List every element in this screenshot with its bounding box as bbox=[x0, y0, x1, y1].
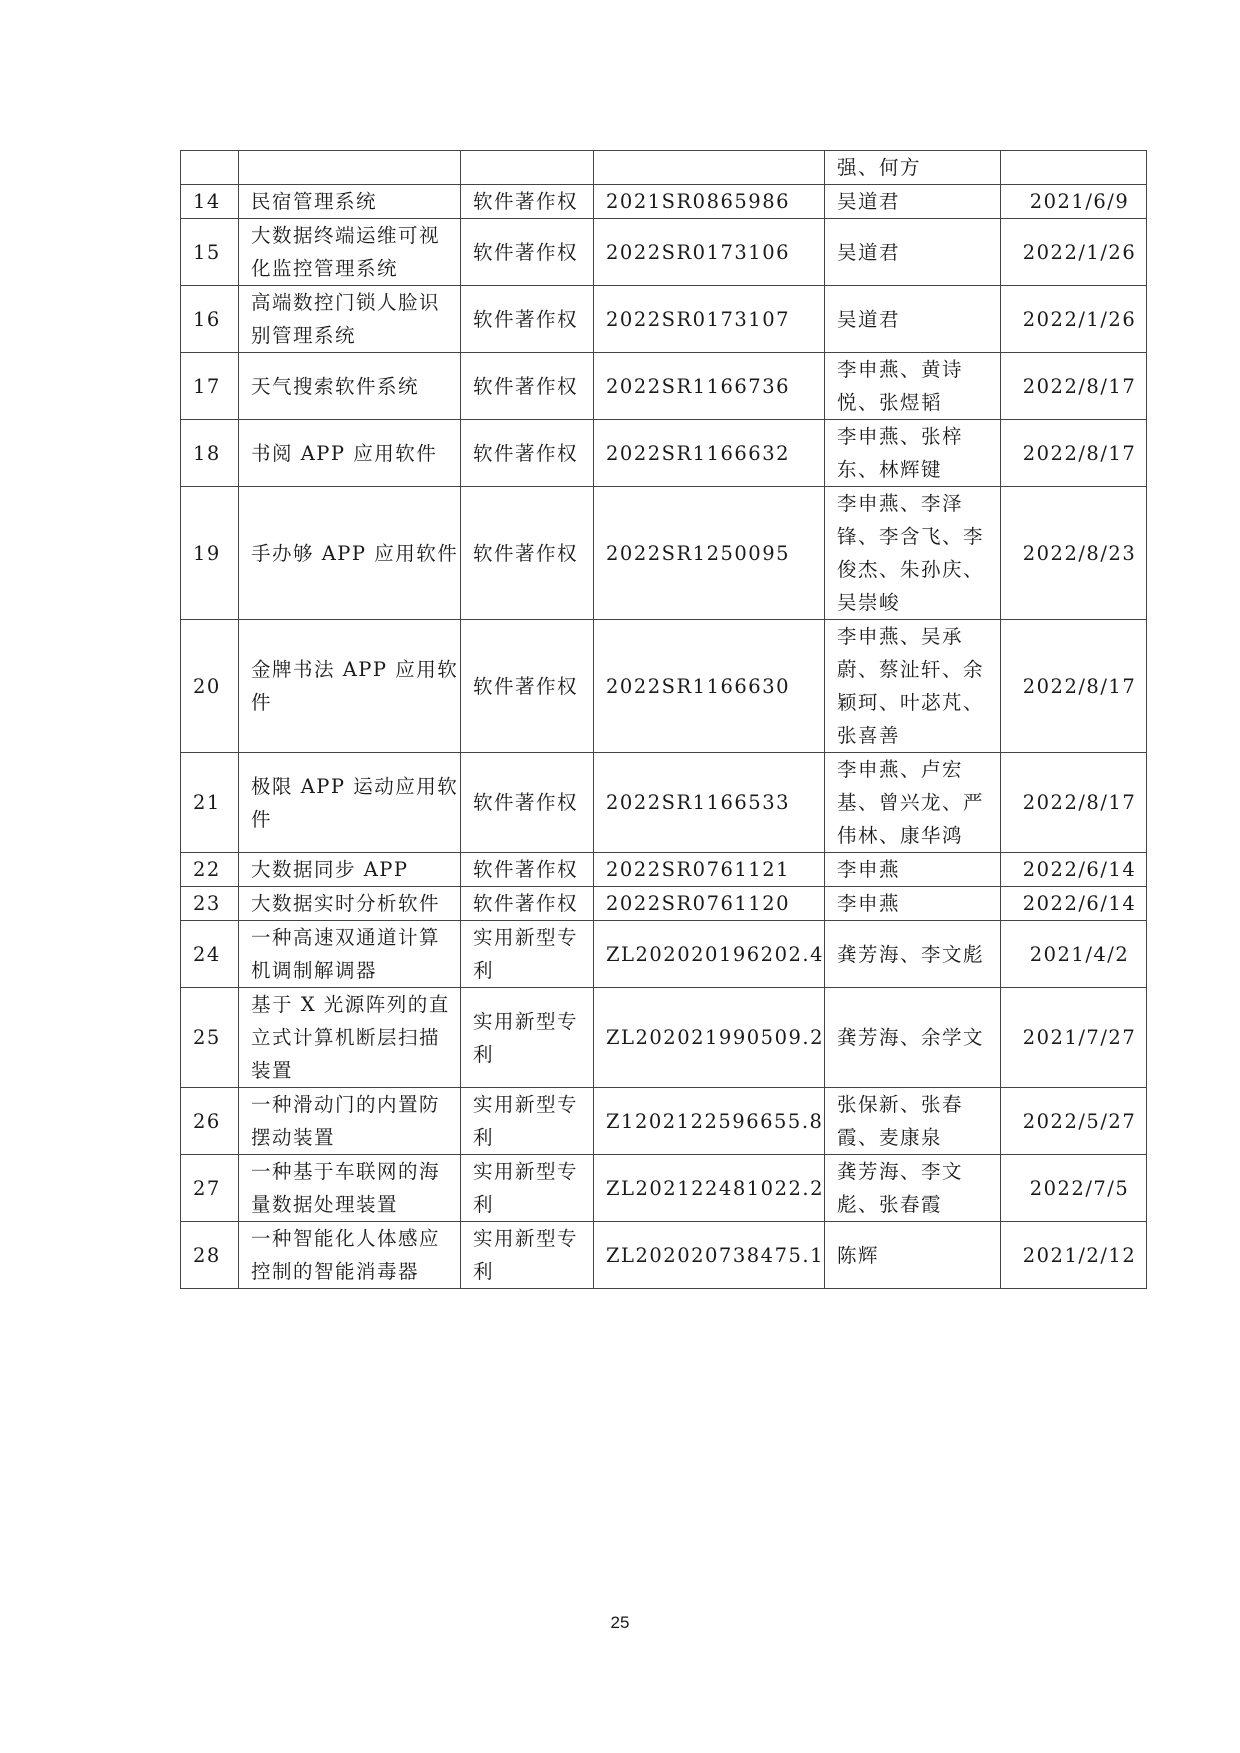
table-row bbox=[181, 286, 1147, 353]
cell-type bbox=[461, 151, 594, 185]
cell-name: 基于 X 光源阵列的直立式计算机断层扫描装置 bbox=[239, 988, 461, 1088]
table-row bbox=[181, 185, 1147, 219]
cell-type: 实用新型专利 bbox=[461, 921, 594, 988]
cell-date: 2022/8/17 bbox=[1000, 420, 1146, 487]
cell-name: 大数据同步 APP bbox=[239, 853, 461, 887]
cell-number: 19 bbox=[181, 487, 239, 620]
cell-name: 一种滑动门的内置防摆动装置 bbox=[239, 1088, 461, 1155]
cell-date: 2022/6/14 bbox=[1000, 887, 1146, 921]
cell-number: 25 bbox=[181, 988, 239, 1088]
cell-owner: 吴道君 bbox=[824, 185, 1000, 219]
cell-type: 实用新型专利 bbox=[461, 988, 594, 1088]
cell-name: 大数据终端运维可视化监控管理系统 bbox=[239, 219, 461, 286]
cell-type: 软件著作权 bbox=[461, 753, 594, 853]
cell-date bbox=[1000, 151, 1146, 185]
cell-registration-no: 2021SR0865986 bbox=[594, 185, 825, 219]
cell-date: 2021/2/12 bbox=[1000, 1222, 1146, 1289]
cell-name: 手办够 APP 应用软件 bbox=[239, 487, 461, 620]
cell-owner: 陈辉 bbox=[824, 1222, 1000, 1289]
cell-date: 2022/5/27 bbox=[1000, 1088, 1146, 1155]
cell-type: 软件著作权 bbox=[461, 353, 594, 420]
cell-date: 2022/8/17 bbox=[1000, 620, 1146, 753]
cell-registration-no: 2022SR0173107 bbox=[594, 286, 825, 353]
cell-type: 软件著作权 bbox=[461, 219, 594, 286]
cell-number: 22 bbox=[181, 853, 239, 887]
cell-date: 2022/6/14 bbox=[1000, 853, 1146, 887]
cell-number: 18 bbox=[181, 420, 239, 487]
cell-number: 20 bbox=[181, 620, 239, 753]
cell-registration-no: 2022SR0761121 bbox=[594, 853, 825, 887]
ip-table-body bbox=[181, 151, 1147, 1289]
cell-owner: 李申燕、吴承蔚、蔡沚轩、余颖珂、叶苾芃、张喜善 bbox=[824, 620, 1000, 753]
cell-owner: 李申燕、黄诗悦、张煜韬 bbox=[824, 353, 1000, 420]
cell-registration-no: ZL202122481022.2 bbox=[594, 1155, 825, 1222]
table-row bbox=[181, 353, 1147, 420]
cell-owner: 李申燕 bbox=[824, 887, 1000, 921]
cell-number: 23 bbox=[181, 887, 239, 921]
cell-registration-no: 2022SR1166736 bbox=[594, 353, 825, 420]
table-row bbox=[181, 887, 1147, 921]
cell-date: 2021/7/27 bbox=[1000, 988, 1146, 1088]
table-row bbox=[181, 921, 1147, 988]
cell-registration-no: ZL202021990509.2 bbox=[594, 988, 825, 1088]
cell-type: 软件著作权 bbox=[461, 420, 594, 487]
cell-date: 2022/8/17 bbox=[1000, 353, 1146, 420]
cell-owner: 李申燕 bbox=[824, 853, 1000, 887]
cell-name: 一种基于车联网的海量数据处理装置 bbox=[239, 1155, 461, 1222]
cell-registration-no: ZL202020196202.4 bbox=[594, 921, 825, 988]
table-row bbox=[181, 219, 1147, 286]
cell-date: 2022/8/17 bbox=[1000, 753, 1146, 853]
table-row bbox=[181, 753, 1147, 853]
cell-name bbox=[239, 151, 461, 185]
cell-number: 21 bbox=[181, 753, 239, 853]
cell-name: 极限 APP 运动应用软件 bbox=[239, 753, 461, 853]
cell-registration-no: 2022SR1166630 bbox=[594, 620, 825, 753]
cell-number: 27 bbox=[181, 1155, 239, 1222]
cell-owner: 李申燕、李泽锋、李含飞、李俊杰、朱孙庆、吴崇峻 bbox=[824, 487, 1000, 620]
cell-registration-no: 2022SR1250095 bbox=[594, 487, 825, 620]
table-row bbox=[181, 151, 1147, 185]
table-row bbox=[181, 988, 1147, 1088]
cell-type: 软件著作权 bbox=[461, 887, 594, 921]
cell-number bbox=[181, 151, 239, 185]
table-row bbox=[181, 1155, 1147, 1222]
cell-number: 26 bbox=[181, 1088, 239, 1155]
table-row bbox=[181, 1222, 1147, 1289]
cell-number: 15 bbox=[181, 219, 239, 286]
cell-type: 软件著作权 bbox=[461, 487, 594, 620]
cell-registration-no: 2022SR1166632 bbox=[594, 420, 825, 487]
cell-type: 实用新型专利 bbox=[461, 1088, 594, 1155]
cell-owner: 吴道君 bbox=[824, 286, 1000, 353]
table-row bbox=[181, 487, 1147, 620]
cell-owner: 吴道君 bbox=[824, 219, 1000, 286]
table-row bbox=[181, 853, 1147, 887]
cell-date: 2022/7/5 bbox=[1000, 1155, 1146, 1222]
cell-name: 一种智能化人体感应控制的智能消毒器 bbox=[239, 1222, 461, 1289]
cell-type: 实用新型专利 bbox=[461, 1155, 594, 1222]
ip-table bbox=[180, 150, 1147, 1289]
cell-owner: 强、何方 bbox=[824, 151, 1000, 185]
cell-type: 软件著作权 bbox=[461, 620, 594, 753]
cell-date: 2022/1/26 bbox=[1000, 286, 1146, 353]
cell-owner: 龚芳海、余学文 bbox=[824, 988, 1000, 1088]
cell-registration-no: 2022SR1166533 bbox=[594, 753, 825, 853]
cell-number: 17 bbox=[181, 353, 239, 420]
cell-owner: 李申燕、卢宏基、曾兴龙、严伟林、康华鸿 bbox=[824, 753, 1000, 853]
table-row bbox=[181, 620, 1147, 753]
cell-registration-no bbox=[594, 151, 825, 185]
cell-owner: 张保新、张春霞、麦康泉 bbox=[824, 1088, 1000, 1155]
cell-number: 28 bbox=[181, 1222, 239, 1289]
cell-date: 2021/6/9 bbox=[1000, 185, 1146, 219]
page-number: 25 bbox=[610, 1613, 630, 1632]
cell-type: 软件著作权 bbox=[461, 185, 594, 219]
cell-name: 大数据实时分析软件 bbox=[239, 887, 461, 921]
cell-number: 16 bbox=[181, 286, 239, 353]
table-row bbox=[181, 1088, 1147, 1155]
cell-registration-no: 2022SR0761120 bbox=[594, 887, 825, 921]
cell-number: 14 bbox=[181, 185, 239, 219]
cell-registration-no: Z1202122596655.8 bbox=[594, 1088, 825, 1155]
cell-name: 金牌书法 APP 应用软件 bbox=[239, 620, 461, 753]
cell-name: 书阅 APP 应用软件 bbox=[239, 420, 461, 487]
cell-type: 软件著作权 bbox=[461, 853, 594, 887]
cell-owner: 李申燕、张梓东、林辉键 bbox=[824, 420, 1000, 487]
cell-name: 高端数控门锁人脸识别管理系统 bbox=[239, 286, 461, 353]
cell-name: 一种高速双通道计算机调制解调器 bbox=[239, 921, 461, 988]
cell-owner: 龚芳海、李文彪、张春霞 bbox=[824, 1155, 1000, 1222]
cell-registration-no: ZL202020738475.1 bbox=[594, 1222, 825, 1289]
cell-type: 实用新型专利 bbox=[461, 1222, 594, 1289]
cell-date: 2022/8/23 bbox=[1000, 487, 1146, 620]
cell-date: 2021/4/2 bbox=[1000, 921, 1146, 988]
table-row bbox=[181, 420, 1147, 487]
cell-registration-no: 2022SR0173106 bbox=[594, 219, 825, 286]
cell-type: 软件著作权 bbox=[461, 286, 594, 353]
cell-date: 2022/1/26 bbox=[1000, 219, 1146, 286]
cell-owner: 龚芳海、李文彪 bbox=[824, 921, 1000, 988]
cell-name: 民宿管理系统 bbox=[239, 185, 461, 219]
cell-name: 天气搜索软件系统 bbox=[239, 353, 461, 420]
cell-number: 24 bbox=[181, 921, 239, 988]
